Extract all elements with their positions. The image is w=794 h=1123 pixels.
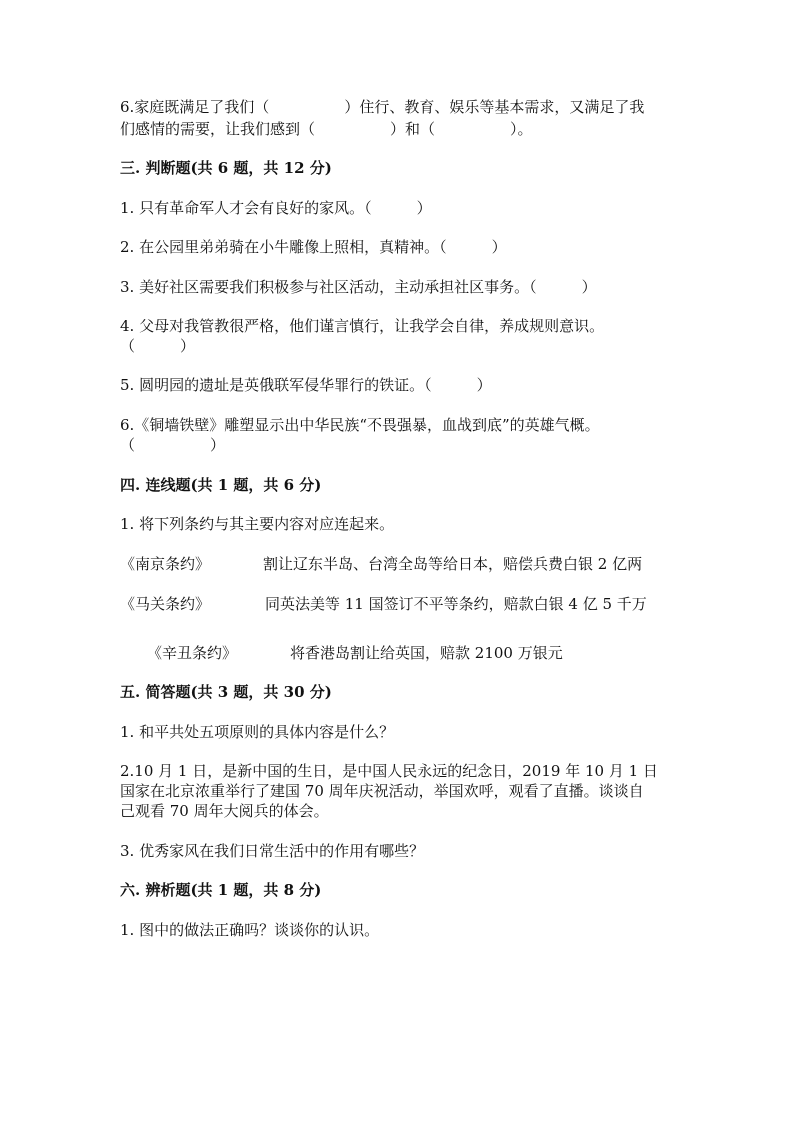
treaty-xinchou: 《辛丑条约》	[147, 644, 238, 662]
treaty-nanjing: 《南京条约》	[120, 555, 211, 573]
question-3-4-line-1: 4. 父母对我管教很严格，他们谨言慎行，让我学会自律，养成规则意识。	[120, 317, 605, 335]
question-3-5: 5. 圆明园的遗址是英俄联军侵华罪行的铁证。（ ）	[120, 376, 492, 394]
question-3-3: 3. 美好社区需要我们积极参与社区活动，主动承担社区事务。（ ）	[120, 278, 597, 296]
question-3-4-line-2: （ ）	[120, 337, 196, 355]
question-5-2-line-3: 己观看 70 周年大阅兵的体会。	[120, 802, 329, 820]
treaty-maguan: 《马关条约》	[120, 595, 211, 613]
question-5-2-line-1: 2.10 月 1 日，是新中国的生日，是中国人民永远的纪念日，2019 年 10 月 1 日	[120, 762, 658, 780]
question-5-2-line-2: 国家在北京浓重举行了建国 70 周年庆祝活动，举国欢呼，观看了直播。谈谈自	[120, 782, 644, 800]
question-3-6-line-2: （ ）	[120, 436, 226, 454]
section-5-heading: 五. 简答题(共 3 题，共 30 分)	[120, 683, 332, 701]
section-4-heading: 四. 连线题(共 1 题，共 6 分)	[120, 476, 322, 494]
question-4-1: 1. 将下列条约与其主要内容对应连起来。	[120, 515, 395, 533]
question-5-1: 1. 和平共处五项原则的具体内容是什么？	[120, 723, 395, 741]
treaty-content-3: 将香港岛割让给英国，赔款 2100 万银元	[290, 644, 563, 662]
section-6-heading: 六. 辨析题(共 1 题，共 8 分)	[120, 881, 322, 899]
question-6-1: 1. 图中的做法正确吗？谈谈你的认识。	[120, 921, 380, 939]
question-3-6-line-1: 6.《铜墙铁壁》雕塑显示出中华民族“不畏强暴，血战到底”的英雄气概。	[120, 416, 600, 434]
question-2-6-line-1: 6.家庭既满足了我们（ ）住行、教育、娱乐等基本需求，又满足了我	[120, 98, 645, 116]
question-5-3: 3. 优秀家风在我们日常生活中的作用有哪些？	[120, 842, 425, 860]
question-2-6-line-2: 们感情的需要，让我们感到（ ）和（ ）。	[120, 120, 533, 138]
section-3-heading: 三. 判断题(共 6 题，共 12 分)	[120, 159, 332, 177]
treaty-content-2: 同英法美等 11 国签订不平等条约，赔款白银 4 亿 5 千万	[265, 595, 647, 613]
question-3-1: 1. 只有革命军人才会有良好的家风。（ ）	[120, 199, 432, 217]
treaty-content-1: 割让辽东半岛、台湾全岛等给日本，赔偿兵费白银 2 亿两	[263, 555, 643, 573]
question-3-2: 2. 在公园里弟弟骑在小牛雕像上照相，真精神。（ ）	[120, 238, 507, 256]
